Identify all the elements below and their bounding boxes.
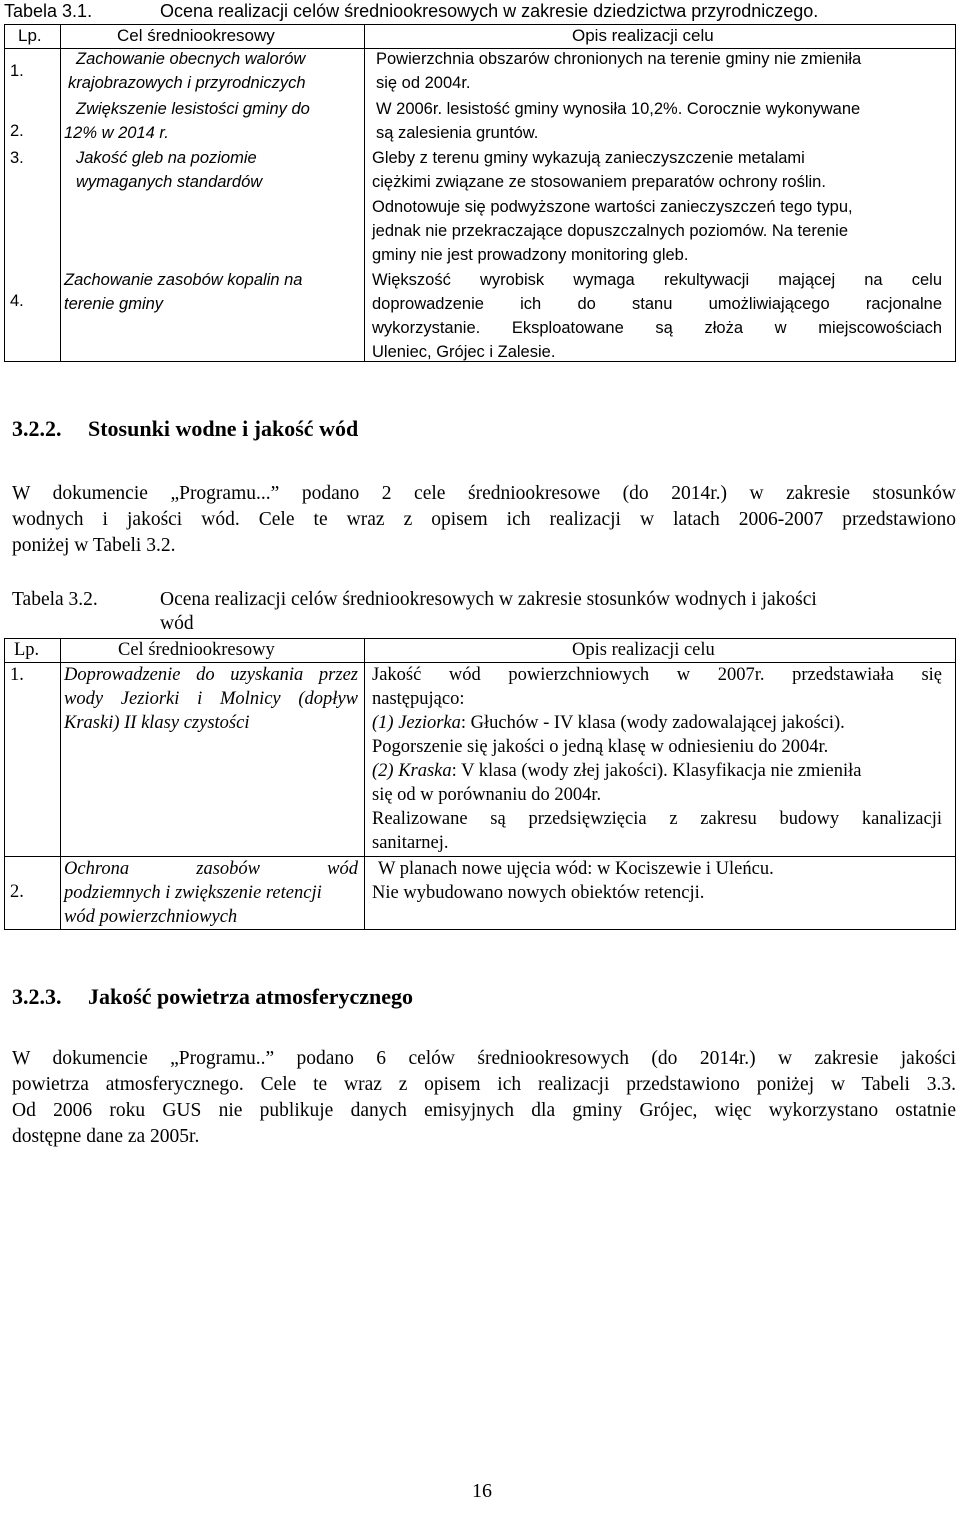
table1-row1-desc-l2: się od 2004r. [376,74,471,92]
table1-row4-desc-l4: Uleniec, Grójec i Zalesie. [372,343,556,361]
section-323-number: 3.2.3. [12,984,62,1009]
table1-row3-lp: 3. [10,149,24,167]
jeziorka-label: (1) Jeziorka [372,713,461,733]
table2-row1-goal-l1: Doprowadzenie do uzyskania przez [64,665,358,685]
table1-caption-number: Tabela 3.1. [4,1,93,21]
table2-row2-lp: 2. [10,882,24,902]
table1-row4-desc-l1: Większość wyrobisk wymaga rekultywacji mającej na celu [372,271,942,289]
table2-row2-goal-l1: Ochrona zasobów wód [64,859,358,879]
section-323-para-l2: powietrza atmosferycznego. Cele te wraz z opisem ich realizacji przedstawiono poniżej w Tabeli 3.3. [12,1074,956,1095]
table2-header-goal: Cel średniookresowy [118,640,275,660]
table1-row3-desc-l1: Gleby z terenu gminy wykazują zanieczyszczenie metalami [372,149,805,167]
table1-row3-desc-l2: ciężkimi związane ze stosowaniem preparatów ochrony roślin. [372,173,826,191]
table2-row1-desc-l4: Pogorszenie się jakości o jedną klasę w odniesieniu do 2004r. [372,737,829,757]
jeziorka-text: : Głuchów - IV klasa (wody zadowalającej jakości). [460,713,845,733]
table2-row1-goal-l3: Kraski) II klasy czystości [64,713,250,733]
section-323-para-l4: dostępne dane za 2005r. [12,1126,200,1147]
table1-row2-goal-l2: 12% w 2014 r. [64,124,169,142]
table2-header-lp: Lp. [14,640,40,660]
table1-header-lp: Lp. [18,26,42,45]
page-number: 16 [472,1480,492,1502]
kraska-label: (2) Kraska [372,761,452,781]
table2-row1-lp: 1. [10,665,24,685]
table1-col-divider-1 [60,24,61,362]
table1-row1-goal-l1: Zachowanie obecnych walorów [76,50,306,68]
section-322-para-l3: poniżej w Tabeli 3.2. [12,535,176,556]
table1-row2-lp: 2. [10,122,24,140]
section-323-para-l1: W dokumencie „Programu..” podano 6 celów średniookresowych (do 2014r.) w zakresie jakości [12,1048,956,1069]
section-323-title: Jakość powietrza atmosferycznego [88,984,414,1009]
table1-row1-goal-l2: krajobrazowych i przyrodniczych [68,74,306,92]
table2-col-divider-2 [364,638,365,930]
table1-row3-desc-l3: Odnotowuje się podwyższone wartości zanieczyszczeń tego typu, [372,198,853,216]
table2-caption-title-l1: Ocena realizacji celów średniookresowych w zakresie stosunków wodnych i jakości [160,589,817,610]
table2-col-divider-1 [60,638,61,930]
table2-row1-desc-l5 [372,759,861,783]
table1-row1-lp: 1. [10,62,24,80]
table2-row1-desc-l1: Jakość wód powierzchniowych w 2007r. przedstawiała się [372,665,942,685]
table1-row4-goal-l1: Zachowanie zasobów kopalin na [64,271,303,289]
kraska-text: : V klasa (wody złej jakości). Klasyfikacja nie zmieniła [451,761,862,781]
table1-row1-desc-l1: Powierzchnia obszarów chronionych na terenie gminy nie zmieniła [376,50,862,68]
table1-row4-desc-l3: wykorzystanie. Eksploatowane są złoża w miejscowościach [372,319,942,337]
table1-header-goal: Cel średniookresowy [117,26,275,45]
table2-caption-title-l2: wód [160,613,194,634]
table1-row4-goal-l2: terenie gminy [64,295,164,313]
table2-row1-desc-l7: Realizowane są przedsięwzięcia z zakresu budowy kanalizacji [372,809,942,829]
section-322-title: Stosunki wodne i jakość wód [88,416,359,441]
table1-row2-goal-l1: Zwiększenie lesistości gminy do [76,100,310,118]
table2-row1-desc-l2: następująco: [372,689,465,709]
table1-row4-lp: 4. [10,292,24,310]
table2-header-desc: Opis realizacji celu [572,640,715,660]
table1-header-desc: Opis realizacji celu [572,26,714,45]
table2-row2-goal-l3: wód powierzchniowych [64,907,238,927]
section-322-number: 3.2.2. [12,416,62,441]
table1-row4-desc-l2: doprowadzenie ich do stanu umożliwiającego racjonalne [372,295,942,313]
table1-col-divider-2 [364,24,365,362]
table2-row1-desc-l6: się od w porównaniu do 2004r. [372,785,602,805]
table1-row3-goal-l2: wymaganych standardów [76,173,263,191]
table2-row2-desc-l2: Nie wybudowano nowych obiektów retencji. [372,883,705,903]
section-322-para-l1: W dokumencie „Programu...” podano 2 cele średniookresowe (do 2014r.) w zakresie stosunków [12,483,956,504]
table2-caption-number: Tabela 3.2. [12,589,98,610]
section-322-para-l2: wodnych i jakości wód. Cele te wraz z opisem ich realizacji w latach 2006-2007 przedstawiono [12,509,956,530]
section-323-para-l3: Od 2006 roku GUS nie publikuje danych emisyjnych dla gminy Grójec, więc wykorzystano ostatnie [12,1100,956,1121]
table2-row1-desc-l3 [372,711,845,735]
table1-caption-title: Ocena realizacji celów średniookresowych w zakresie dziedzictwa przyrodniczego. [160,1,819,21]
table2-row2-desc-l1: W planach nowe ujęcia wód: w Kociszewie i Uleńcu. [378,859,774,879]
table1-row3-desc-l5: gminy nie jest prowadzony monitoring gleb. [372,246,689,264]
table1-row2-desc-l1: W 2006r. lesistość gminy wynosiła 10,2%. Corocznie wykonywane [376,100,861,118]
table1-row3-desc-l4: jednak nie przekraczające dopuszczalnych poziomów. Na terenie [372,222,849,240]
table2-row2-goal-l2: podziemnych i zwiększenie retencji [64,883,322,903]
table2-row1-desc-l8: sanitarnej. [372,833,449,853]
table2-row1-goal-l2: wody Jeziorki i Molnicy (dopływ [64,689,358,709]
table1-row2-desc-l2: są zalesienia gruntów. [376,124,539,142]
table1-row3-goal-l1: Jakość gleb na poziomie [76,149,257,167]
